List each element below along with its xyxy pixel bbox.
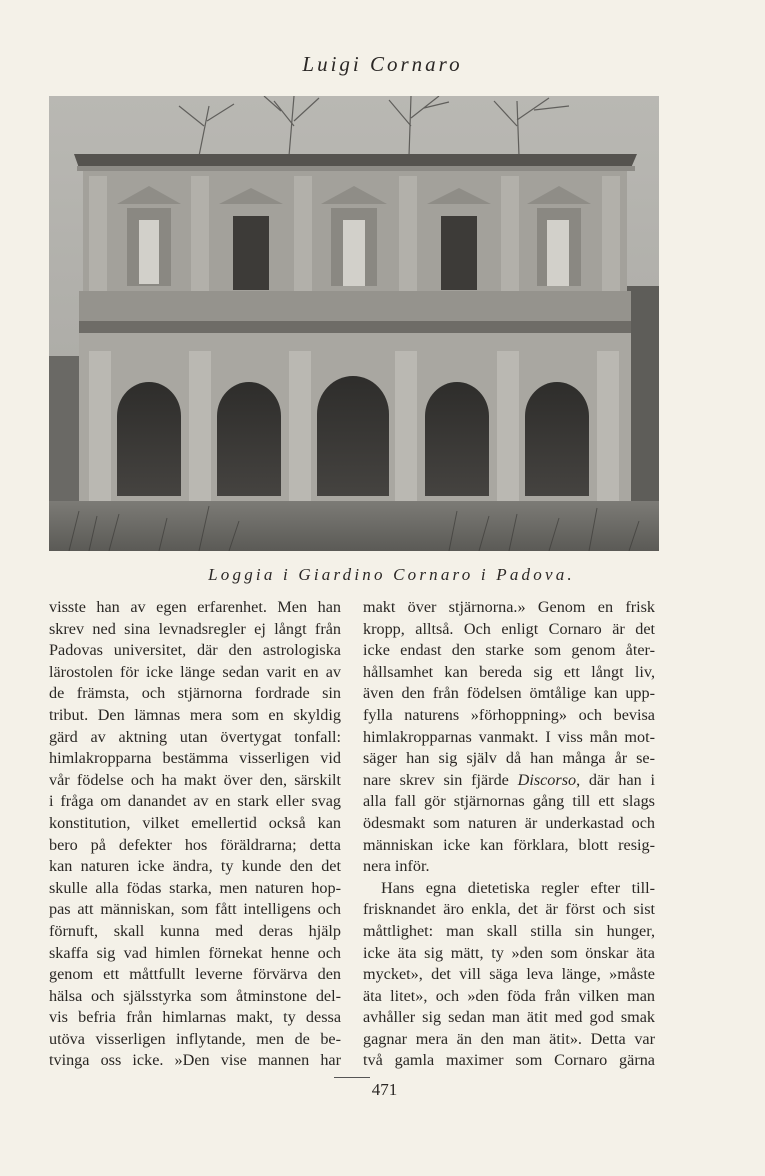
text-line: icke endast den starke som genom åter- — [363, 641, 655, 660]
text-line: gagnar mera än den man ätit». Detta var — [363, 1029, 655, 1048]
work-title: Discorso — [517, 770, 577, 789]
text-line: himlakropparna bestämma visserligen vid — [49, 749, 341, 768]
text-line: tribut. Den lämnas mera som en skyldig — [49, 705, 341, 724]
text-line: alla fall gör stjärnornas gång till ett slags — [363, 792, 655, 811]
text-line: pas att människan, som fått intelligens och — [49, 900, 341, 919]
text-line: visste han av egen erfarenhet. Men han — [49, 598, 341, 616]
folio-rule — [334, 1077, 370, 1078]
figure-caption: Loggia i Giardino Cornaro i Padova. — [208, 565, 575, 584]
text-line: Padovas universitet, där den astrologiska — [49, 641, 341, 660]
text-line: kropp, alltså. Och enligt Cornaro är det — [363, 619, 655, 638]
right-text-column — [363, 597, 655, 1072]
text-line: nera inför. — [363, 857, 430, 876]
text-line: genom ett måttfullt leverne förvärva den — [49, 965, 341, 984]
text-line: skaffa sig vad himlen förnekat henne och — [49, 943, 341, 962]
text-line: vis befria från himlarnas makt, ty dessa — [49, 1008, 341, 1027]
text-line: konstitution, vilket emellertid också kan — [49, 813, 341, 832]
text-line: skulle alla födas starka, men naturen hop- — [49, 878, 341, 897]
loggia-photograph — [49, 96, 659, 551]
text-line: nare skrev sin fjärde Discorso, där han i — [363, 770, 655, 789]
text-line: människan icke kan förklara, blott resig- — [363, 835, 655, 854]
text-line: hälsa och själsstyrka som åtminstone del- — [49, 986, 341, 1005]
text-line: två gamla maximer som Cornaro gärna — [363, 1051, 655, 1070]
text-line: kan naturen icke ändra, ty kunde den det — [49, 857, 341, 876]
text-line: mycket», det vill säga leva länge, »måste — [363, 965, 655, 984]
text-line: ödesmakt som naturen är underkastad och — [363, 813, 655, 832]
page-number: 471 — [371, 1080, 398, 1099]
text-line: de främsta, och stjärnorna fordrade sin — [49, 684, 341, 703]
text-line: säger han sig själv då han många år se- — [363, 749, 655, 768]
text-line: hållsamhet kan bereda sig ett långt liv, — [363, 662, 655, 681]
text-line: gärd av aktning utan övertygat tonfall: — [49, 727, 341, 746]
text-line: frisknandet äro enkla, det är först och sist — [363, 900, 655, 919]
text-line: skrev ned sina levnadsregler ej långt från — [49, 619, 341, 638]
running-title: Luigi Cornaro — [302, 52, 463, 76]
text-line: förnuft, skall kunna med deras hjälp — [49, 921, 341, 940]
text-line: makt över stjärnorna.» Genom en frisk — [363, 598, 655, 616]
text-line: tvinga oss icke. »Den vise mannen har — [49, 1051, 341, 1070]
text-line: icke äta sig mätt, ty »den som önskar äta — [363, 943, 655, 962]
text-line: avhåller sig sedan man ätit med god smak — [363, 1008, 655, 1027]
text-line: måttlighet: man skall stilla sin hunger, — [363, 921, 655, 940]
text-line: i fråga om danandet av en stark eller svag — [49, 792, 341, 811]
text-line: bero på defekter hos föräldrarna; detta — [49, 835, 341, 854]
text-line: vår födelse och ha makt över den, särskilt — [49, 770, 341, 789]
text-line: lärostolen för icke länge sedan varit en av — [49, 662, 341, 681]
left-text-column — [49, 597, 341, 1072]
text-line: Hans egna dietetiska regler efter till- — [381, 878, 655, 897]
text-line: fylla naturens »förhoppning» och bevisa — [363, 705, 655, 724]
text-line: utöva visserligen inflytande, men de be- — [49, 1029, 341, 1048]
text-line: även den från födelsen ömtålige kan upp- — [363, 684, 655, 703]
text-line: himlakropparnas vanmakt. I viss mån mot- — [363, 727, 655, 746]
text-line: äta litet», och »den föda från vilken man — [363, 986, 655, 1005]
